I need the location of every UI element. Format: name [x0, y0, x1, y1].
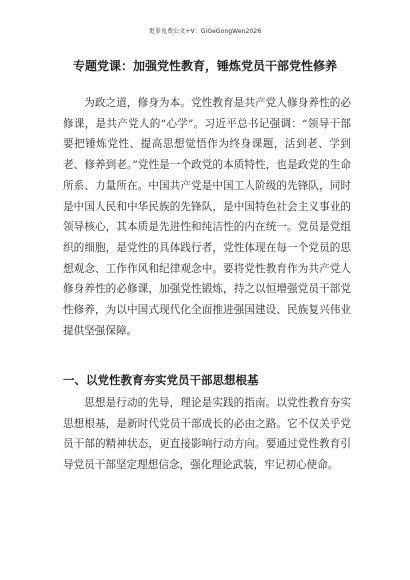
section-heading: 一、以党性教育夯实党员干部思想根基 — [63, 373, 259, 387]
page-title: 专题党课：加强党性教育，锤炼党员干部党性修养 — [72, 59, 337, 73]
section-paragraph: 思想是行动的先导，理论是实践的指南。以党性教育夯实思想根基，是新时代党员干部成长的必由之路。它不仅关乎党员干部的精神状态，更直接影响行动方向。要通过党性教育引导党员干部坚定理想信念，强化理论武装，牢记初心使命。 — [63, 397, 351, 472]
intro-paragraph: 为政之道，修身为本。党性教育是共产党人修身养性的必修课，是共产党人的“心学”。习近平总书记强调：“领导干部要把锤炼党性、提高思想觉悟作为终身课题，活到老、学到老、修养到老。”党性是一个政党的本质特性，也是政党的生命所系、力量所在。中国共产党是中国工人阶级的先锋队，同时是中国人民和中华民族的先锋队，是中国特色社会主义事业的领导核心，其本质是先进性和纯洁性的内在统一。党员是党组织的细胞，是党性的具体践行者，党性体现在每一个党员的思想观念、工作作风和纪律观念中。要将党性教育作为共产党人修身养性的必修课，加强党性锻炼，持之以恒增强党员干部党性修养，为以中国式现代化全面推进强国建设、民族复兴伟业提供坚强保障。 — [63, 97, 351, 337]
header-note: 更多免费公文+V：GiGeGongWen2026 — [148, 28, 262, 35]
